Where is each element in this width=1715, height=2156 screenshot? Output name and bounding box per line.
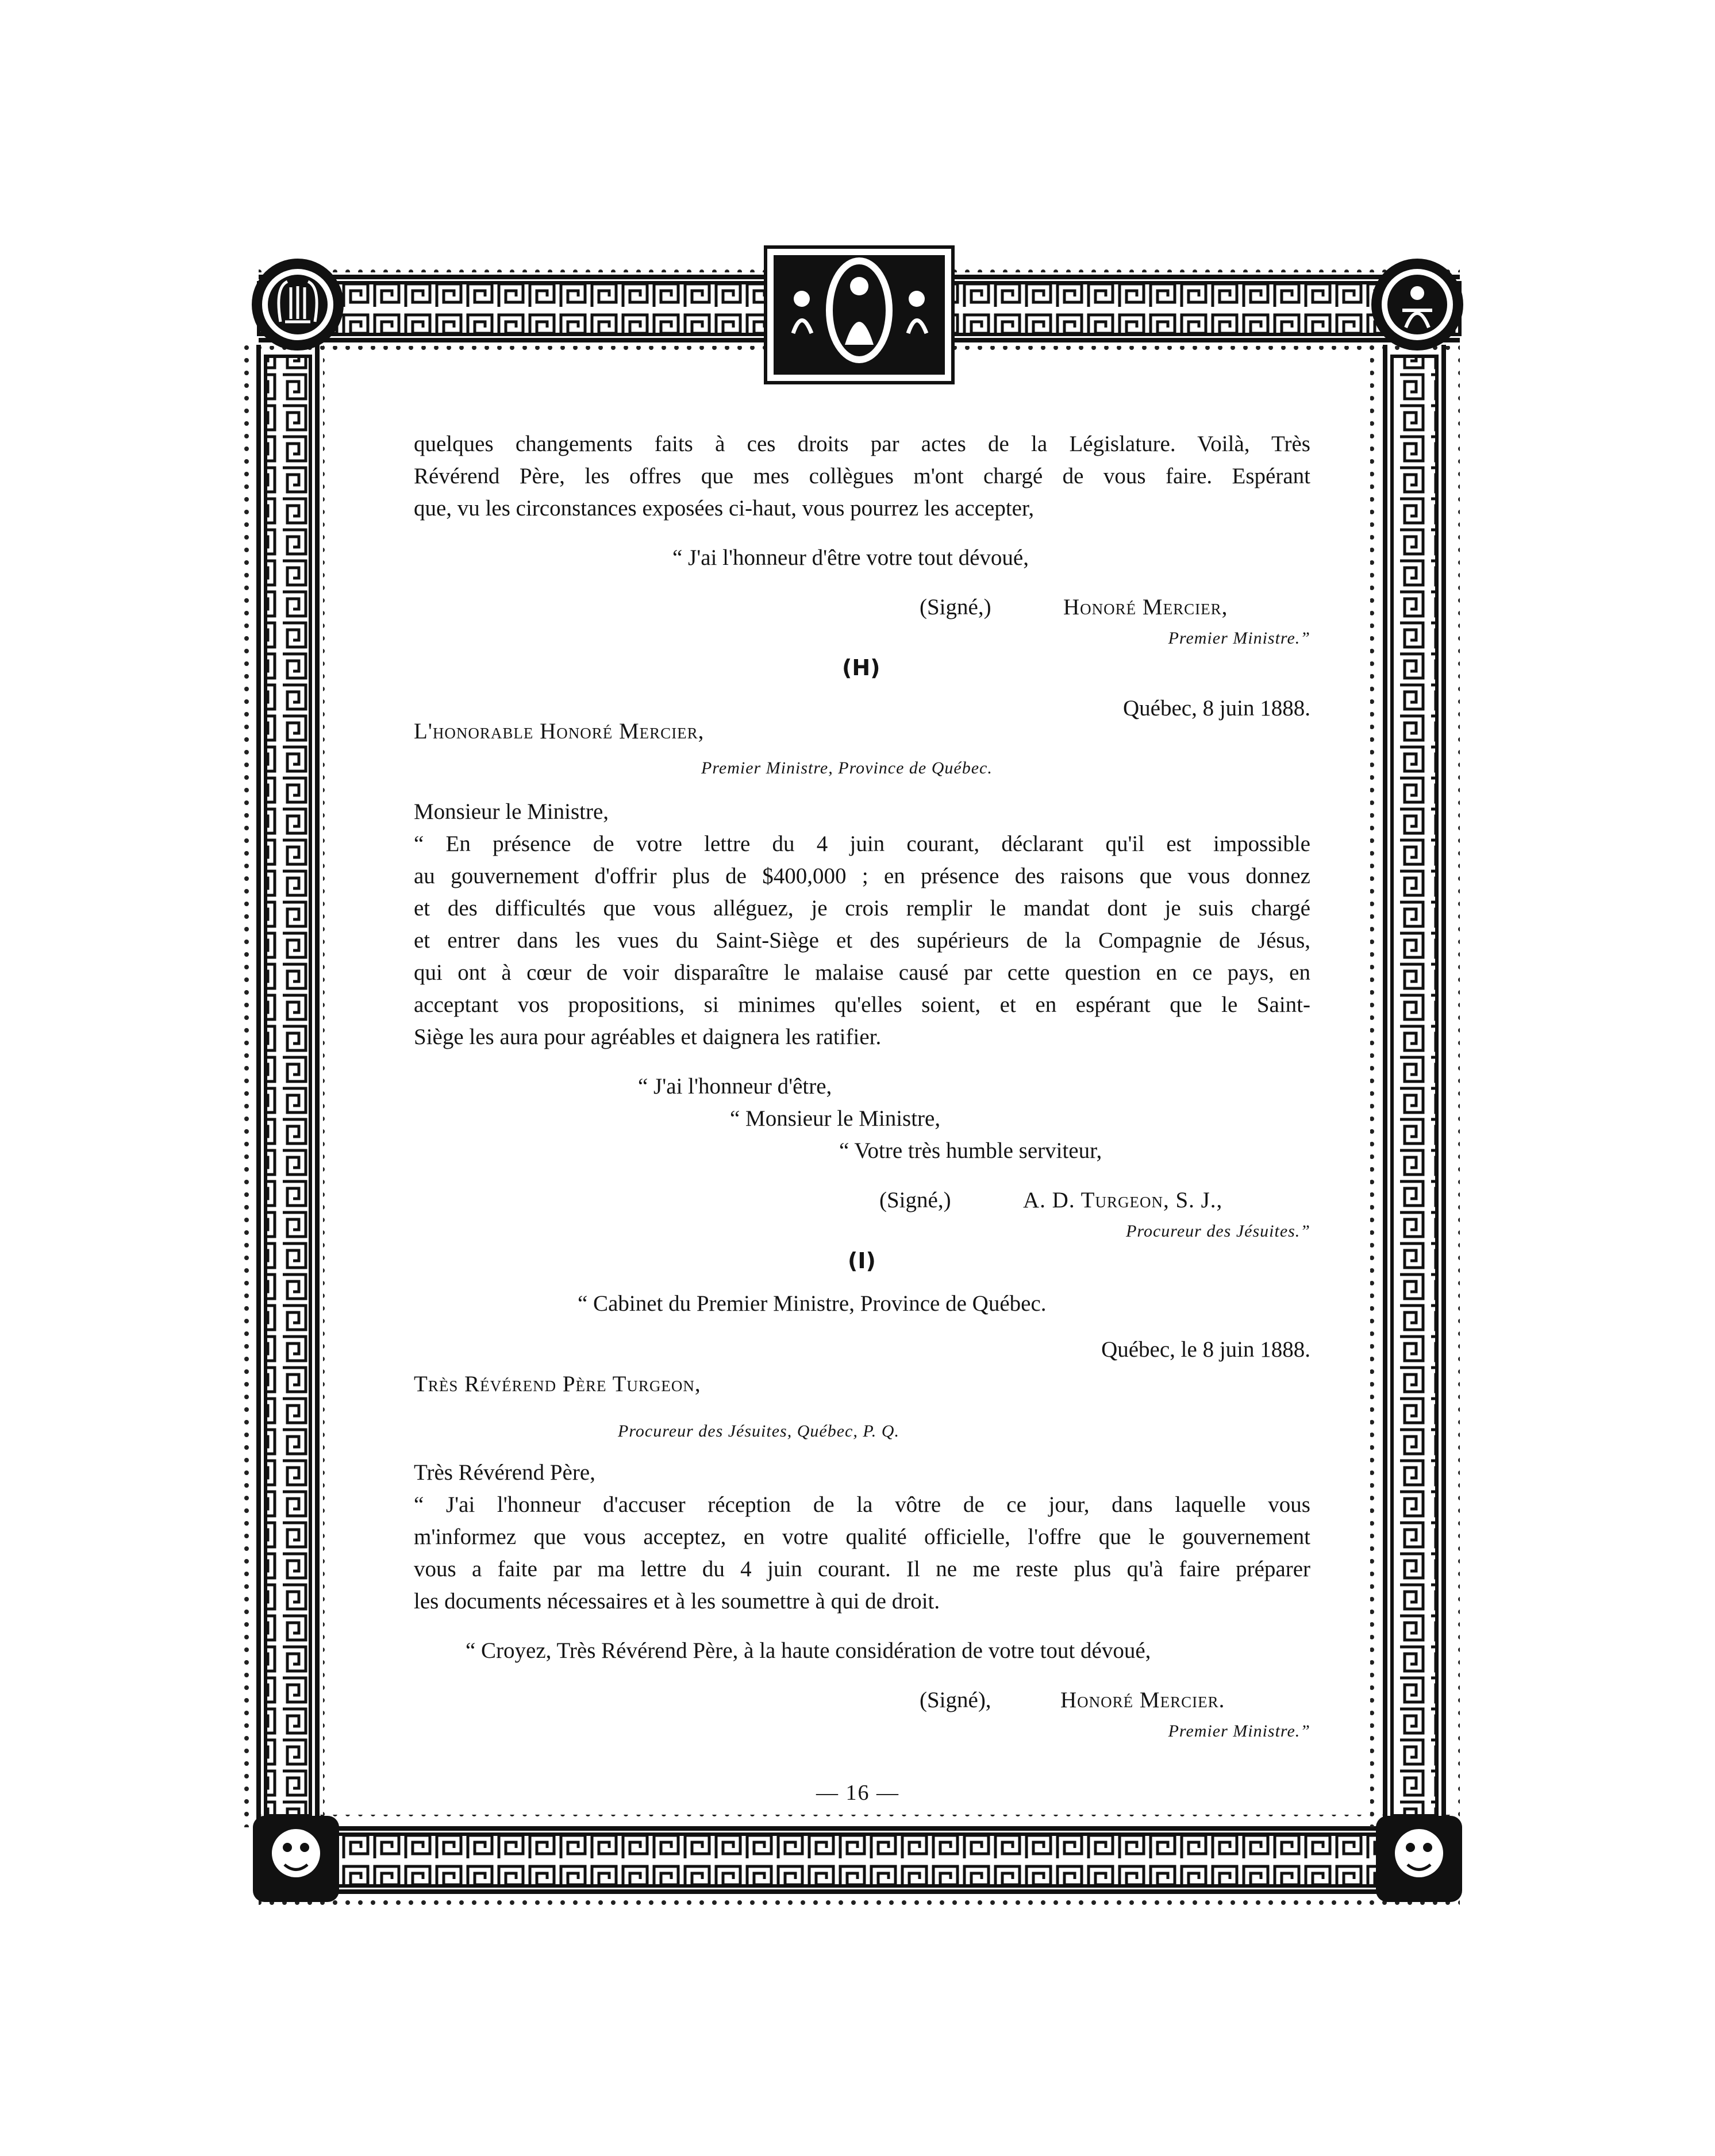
grotesque-mask-right-icon: [1376, 1816, 1462, 1902]
body-line: au gouvernement d'offrir plus de $400,000 ; en présence des raisons que vous donnez: [414, 864, 1310, 888]
addressee-title: Premier Ministre, Province de Québec.: [701, 759, 993, 777]
signatory-name: A. D. Turgeon, S. J.,: [1023, 1188, 1223, 1212]
closing-line: “ Croyez, Très Révérend Père, à la haute considération de votre tout dévoué,: [466, 1638, 1151, 1663]
body-line: et entrer dans les vues du Saint-Siège et des supérieurs de la Compagnie de Jésus,: [414, 928, 1310, 953]
body-line: que, vu les circonstances exposées ci-haut, vous pourrez les accepter,: [414, 496, 1035, 521]
body-line: “ En présence de votre lettre du 4 juin courant, déclarant qu'il est impossible: [414, 831, 1310, 856]
letter-date: Québec, le 8 juin 1888.: [1101, 1337, 1310, 1362]
right-border-band: [1370, 345, 1460, 1827]
signatory-name: Honoré Mercier,: [1063, 595, 1228, 619]
body-line: m'informez que vous acceptez, en votre qualité officielle, l'offre que le gouvernement: [414, 1524, 1310, 1549]
closing-line: “ J'ai l'honneur d'être,: [638, 1074, 832, 1099]
addressee: Très Révérend Père Turgeon,: [414, 1372, 701, 1396]
lyre-medallion-icon: [252, 259, 344, 351]
cabinet-line: “ Cabinet du Premier Ministre, Province de Québec.: [578, 1291, 1047, 1316]
body-line: “ J'ai l'honneur d'accuser réception de la vôtre de ce jour, dans laquelle vous: [414, 1492, 1310, 1517]
addressee-title: Procureur des Jésuites, Québec, P. Q.: [618, 1422, 899, 1441]
section-heading-h: (H): [842, 655, 880, 680]
page-number: — 16 —: [816, 1781, 899, 1805]
bottom-border-band: [259, 1815, 1460, 1907]
signatory-title: Premier Ministre.”: [1168, 629, 1310, 648]
left-border-band: [244, 345, 332, 1827]
body-line: Révérend Père, les offres que mes collègues m'ont chargé de vous faire. Espérant: [414, 464, 1310, 488]
closing-line: “ Votre très humble serviteur,: [839, 1138, 1102, 1163]
signatory-title: Premier Ministre.”: [1168, 1722, 1310, 1741]
addressee: L'honorable Honoré Mercier,: [414, 719, 705, 744]
signatory-name: Honoré Mercier.: [1060, 1688, 1225, 1712]
signed-label: (Signé,): [879, 1188, 951, 1212]
signed-label: (Signé),: [920, 1688, 991, 1712]
grotesque-mask-left-icon: [253, 1816, 339, 1902]
body-line: Siège les aura pour agréables et daignera les ratifier.: [414, 1025, 882, 1049]
signatory-title: Procureur des Jésuites.”: [1126, 1222, 1310, 1241]
body-line: acceptant vos propositions, si minimes qu'elles soient, et en espérant que le Saint-: [414, 992, 1310, 1017]
enthroned-muse-vignette-icon: [766, 247, 953, 383]
figure-medallion-icon: [1371, 259, 1463, 351]
closing-line: “ Monsieur le Ministre,: [730, 1106, 941, 1131]
body-line: quelques changements faits à ces droits par actes de la Législature. Voilà, Très: [414, 432, 1310, 456]
body-line: et des difficultés que vous alléguez, je crois remplir le mandat dont je suis chargé: [414, 896, 1310, 921]
letter-date: Québec, 8 juin 1888.: [1122, 696, 1310, 721]
salutation: Monsieur le Ministre,: [414, 799, 609, 824]
body-line: qui ont à cœur de voir disparaître le malaise causé par cette question en ce pays, en: [414, 960, 1310, 985]
signed-label: (Signé,): [920, 595, 991, 619]
closing-line: “ J'ai l'honneur d'être votre tout dévoué,: [672, 545, 1029, 570]
body-line: vous a faite par ma lettre du 4 juin courant. Il ne me reste plus qu'à faire préparer: [414, 1557, 1310, 1581]
salutation: Très Révérend Père,: [414, 1460, 595, 1485]
section-heading-i: (I): [848, 1248, 876, 1273]
body-line: les documents nécessaires et à les soumettre à qui de droit.: [414, 1589, 940, 1614]
